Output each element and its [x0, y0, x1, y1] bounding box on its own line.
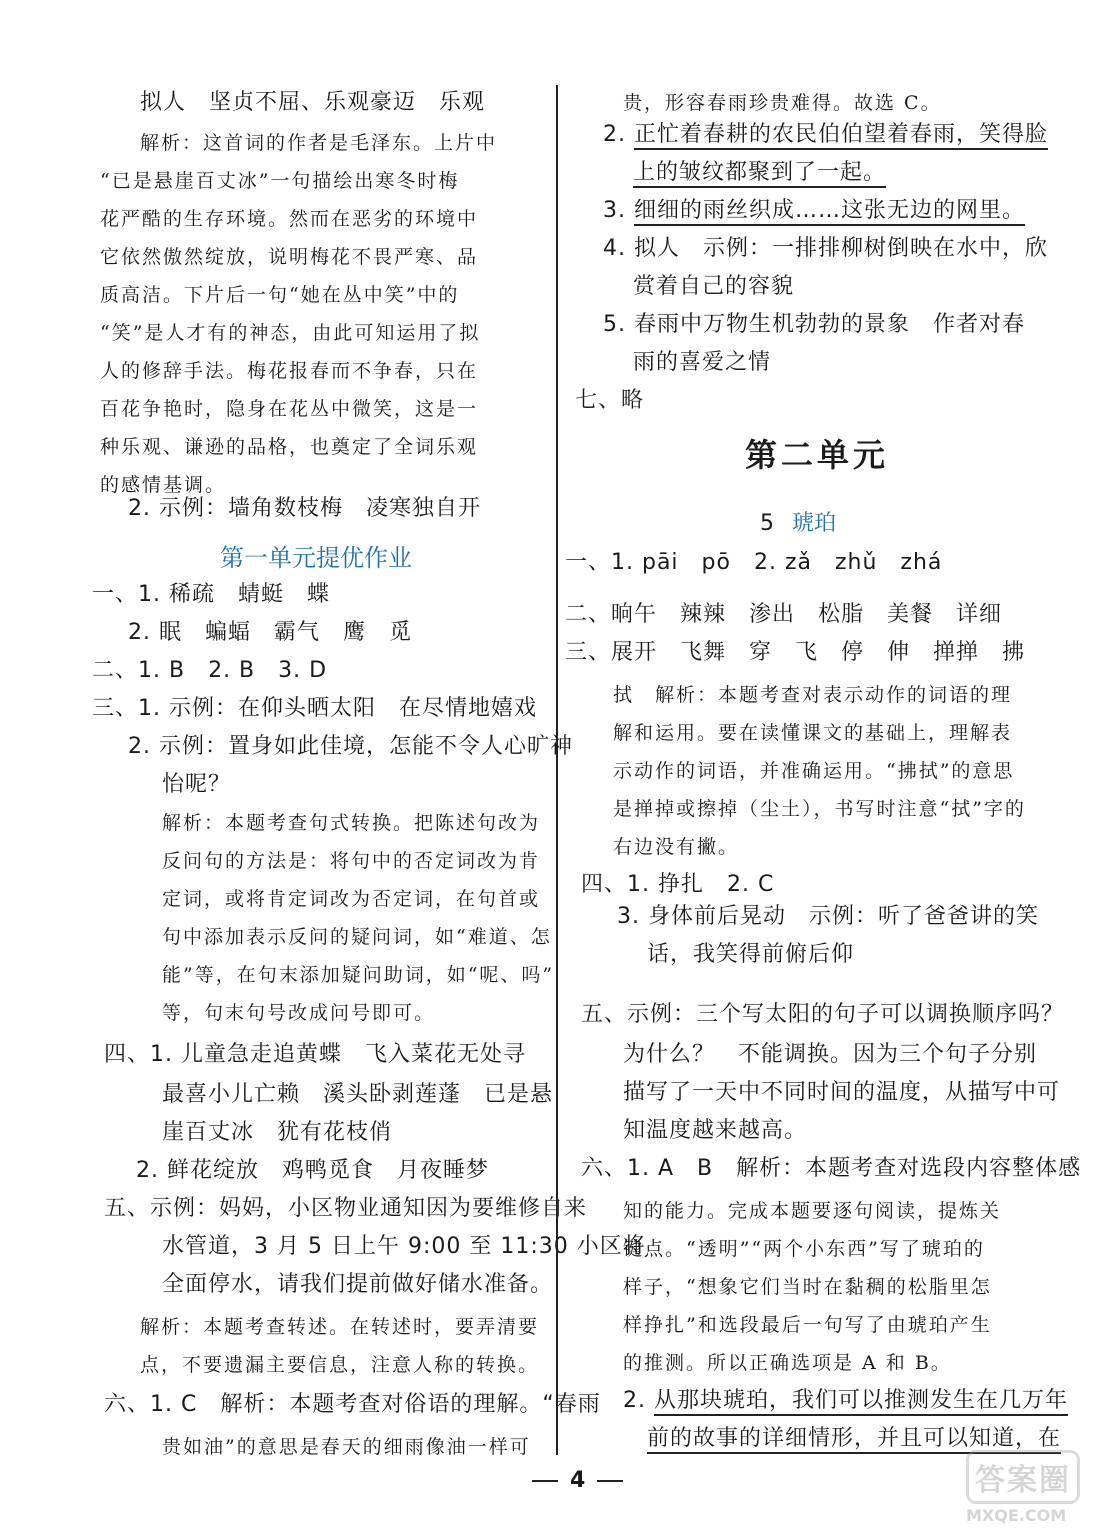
answer-line: 二、1. B 2. B 3. D [92, 658, 328, 683]
answer-line: 句中添加表示反问的疑问词，如“难道、怎 [162, 926, 552, 948]
answer-line: 点，不要遗漏主要信息，注意人称的转换。 [140, 1354, 540, 1376]
answer-line: 种乐观、谦逊的品格，也奠定了全词乐观 [100, 436, 479, 458]
answer-line: 怡呢？ [162, 772, 232, 797]
section-title: 第一单元提优作业 [220, 544, 412, 572]
line-prefix: 3. [603, 198, 634, 223]
answer-line [633, 158, 886, 188]
answer-line: 解析：本题考查转述。在转述时，要弄清要 [140, 1316, 540, 1338]
answer-line: 水管道，3 月 5 日上午 9:00 至 11:30 小区将 [162, 1234, 646, 1259]
answer-line: 等，句末句号改成问号即可。 [162, 1002, 436, 1024]
answer-line: 赏着自己的容貌 [633, 274, 795, 299]
answer-line: 五、示例：三个写太阳的句子可以调换顺序吗？ [581, 1002, 1065, 1027]
answer-line: 它依然傲然绽放，说明梅花不畏严寒、品 [100, 246, 479, 268]
answer-line: 知温度越来越高。 [623, 1118, 808, 1143]
answer-line: 解析：这首词的作者是毛泽东。上片中 [140, 132, 498, 154]
watermark-logo [966, 1450, 1086, 1530]
answer-line: 4. 拟人 示例：一排排柳树倒映在水中，欣 [603, 236, 1048, 261]
underlined-answer: 正忙着春耕的农民伯伯望着春雨，笑得脸 [634, 122, 1048, 150]
answer-line: “笑”是人才有的神态，由此可知运用了拟 [100, 322, 481, 344]
lesson-heading [760, 506, 836, 537]
answer-line: 3. 身体前后晃动 示例：听了爸爸讲的笑 [617, 904, 1039, 929]
line-prefix: 2. [623, 1388, 654, 1413]
underlined-answer: 上的皱纹都聚到了一起。 [633, 160, 886, 188]
answer-line: 5. 春雨中万物生机勃勃的景象 作者对春 [603, 312, 1025, 337]
answer-line: 三、1. 示例：在仰头晒太阳 在尽情地嬉戏 [92, 696, 537, 721]
answer-line: 全面停水，请我们提前做好储水准备。 [162, 1272, 554, 1297]
answer-line: 七、略 [575, 388, 645, 413]
lesson-title: 琥珀 [792, 511, 837, 536]
answer-line: 话，我笑得前俯后仰 [647, 942, 855, 967]
answer-line: 一、1. pāi pō 2. zǎ zhǔ zhá [565, 550, 943, 575]
answer-line: 的感情基调。 [100, 474, 227, 496]
underlined-answer: 细细的雨丝织成……这张无边的网里。 [634, 198, 1025, 226]
watermark-top: 答案圈 [966, 1450, 1080, 1504]
line-prefix: 2. [603, 122, 634, 147]
answer-line [603, 120, 1048, 150]
answer-line: 定词，或将肯定词改为否定词，在句首或 [162, 888, 541, 910]
answer-line: 四、1. 儿童急走追黄蝶 飞入菜花无处寻 [104, 1042, 526, 1067]
answer-line: 样子，“想象它们当时在黏稠的松脂里怎 [623, 1276, 992, 1298]
answer-line: 是掸掉或擦掉（尘土），书写时注意“拭”字的 [613, 798, 1026, 820]
answer-line: 人的修辞手法。梅花报春而不争春，只在 [100, 360, 479, 382]
lesson-number: 5 [760, 511, 774, 536]
answer-line: 花严酷的生存环境。然而在恶劣的环境中 [100, 208, 479, 230]
answer-line: 为什么？ 不能调换。因为三个句子分别 [623, 1042, 1038, 1067]
answer-line: 描写了一天中不同时间的温度，从描写中可 [623, 1080, 1061, 1105]
answer-line: 示动作的词语，并准确运用。“拂拭”的意思 [613, 760, 1015, 782]
answer-line: 三、展开 飞舞 穿 飞 停 伸 掸掸 拂 [565, 640, 1026, 665]
answer-line: 雨的喜爱之情 [633, 350, 772, 375]
answer-line: 解析：本题考查句式转换。把陈述句改为 [162, 812, 541, 834]
answer-line: 六、1. A B 解析：本题考查对选段内容整体感 [581, 1156, 1082, 1181]
underlined-answer: 从那块琥珀，我们可以推测发生在几万年 [654, 1388, 1068, 1416]
answer-line: 反问句的方法是：将句中的否定词改为肯 [162, 850, 541, 872]
answer-line: 拭 解析：本题考查对表示动作的词语的理 [613, 684, 1013, 706]
answer-line: 键点。“透明”“两个小东西”写了琥珀的 [623, 1238, 985, 1260]
answer-line: 2. 眠 蝙蝠 霸气 鹰 觅 [128, 620, 412, 645]
answer-line: 的推测。所以正确选项是 A 和 B。 [623, 1352, 952, 1374]
answer-line: 一、1. 稀疏 蜻蜓 蝶 [92, 582, 330, 607]
answer-line [603, 196, 1025, 226]
answer-line: 最喜小儿亡赖 溪头卧剥莲蓬 已是悬 [162, 1082, 554, 1107]
right-column [565, 0, 1082, 1460]
answer-line: 百花争艳时，隐身在花丛中微笑，这是一 [100, 398, 479, 420]
answer-line: “已是悬崖百丈冰”一句描绘出寒冬时梅 [100, 170, 460, 192]
answer-line: 崖百丈冰 犹有花枝俏 [162, 1120, 393, 1145]
answer-line: 四、1. 挣扎 2. C [581, 872, 775, 897]
answer-line: 六、1. C 解析：本题考查对俗语的理解。“春雨 [104, 1392, 601, 1417]
answer-line: 样挣扎”和选段最后一句写了由琥珀产生 [623, 1314, 992, 1336]
page-number-text: 4 [570, 1468, 586, 1493]
answer-line: 右边没有撇。 [613, 836, 740, 858]
answer-line: 2. 示例：墙角数枝梅 凌寒独自开 [128, 496, 481, 521]
answer-line: 拟人 坚贞不屈、乐观豪迈 乐观 [140, 90, 486, 115]
underlined-answer: 前的故事的详细情形，并且可以知道，在 [647, 1426, 1061, 1454]
answer-line: 能”等，在句末添加疑问助词，如“呢、吗” [162, 964, 555, 986]
watermark-bottom: MXQE.COM [966, 1506, 1067, 1525]
column-divider [556, 85, 558, 1455]
answer-line: 2. 示例：置身如此佳境，怎能不令人心旷神 [128, 734, 573, 759]
answer-line: 贵，形容春雨珍贵难得。故选 C。 [623, 92, 942, 114]
unit-title: 第二单元 [745, 436, 890, 474]
answer-line: 2. 鲜花绽放 鸡鸭觅食 月夜睡梦 [136, 1158, 489, 1183]
answer-line: 知的能力。完成本题要逐句阅读，提炼关 [623, 1200, 1002, 1222]
page-number [520, 1468, 635, 1493]
answer-line: 二、晌午 辣辣 渗出 松脂 美餐 详细 [565, 602, 1003, 627]
answer-line: 质高洁。下片后一句“她在丛中笑”中的 [100, 284, 460, 306]
answer-line: 解和运用。要在读懂课文的基础上，理解表 [613, 722, 1013, 744]
answer-line: 五、示例：妈妈，小区物业通知因为要维修自来 [104, 1196, 588, 1221]
answer-line [623, 1386, 1068, 1416]
answer-line: 贵如油”的意思是春天的细雨像油一样可 [162, 1436, 531, 1458]
